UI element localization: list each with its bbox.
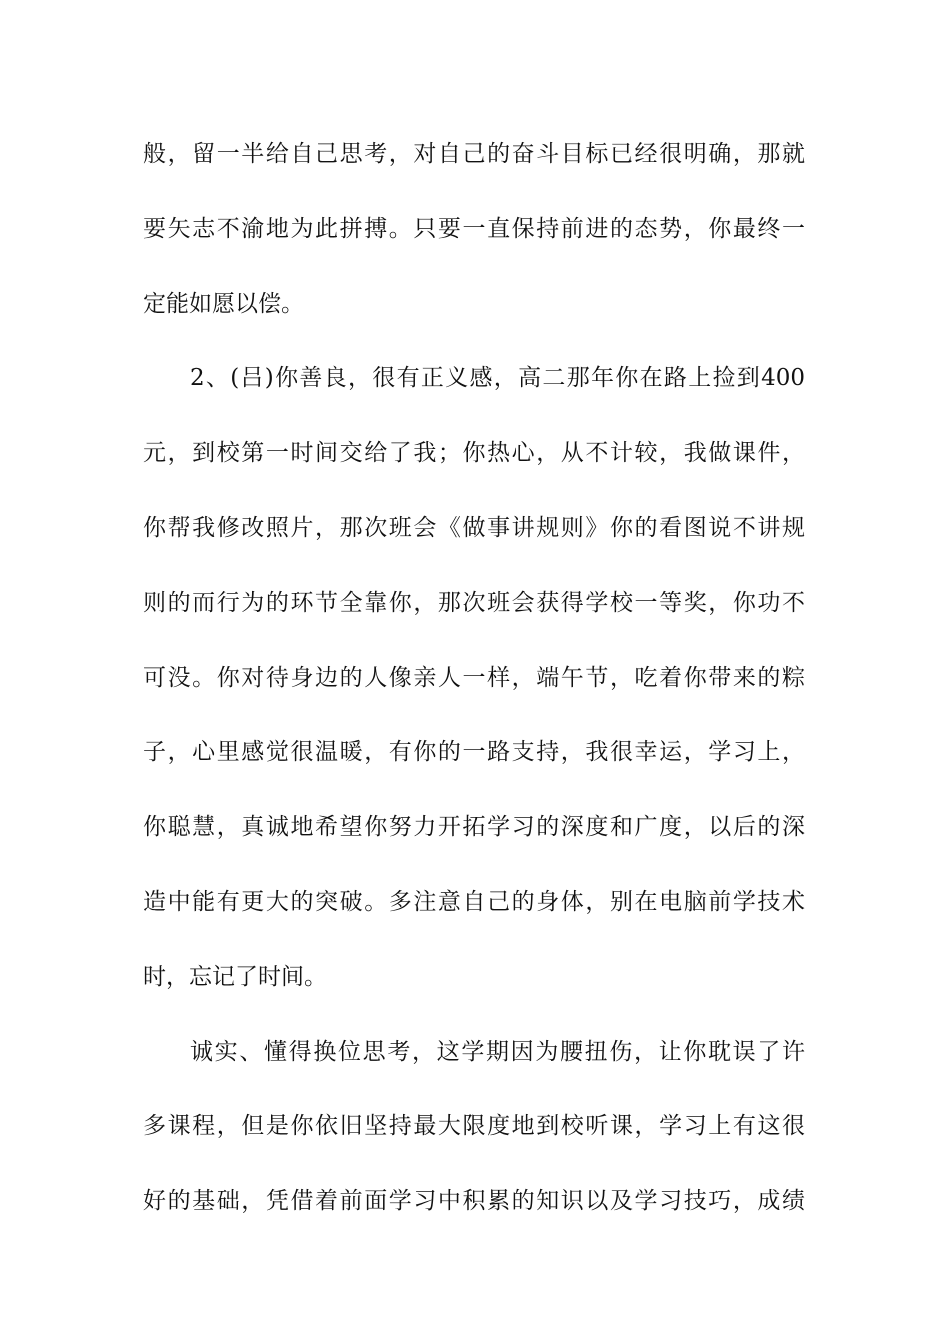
text-line: 子，心里感觉很温暖，有你的一路支持，我很幸运，学习上， — [143, 739, 805, 766]
text-line: 造中能有更大的突破。多注意自己的身体，别在电脑前学技术 — [143, 888, 805, 915]
text-line: 你帮我修改照片，那次班会《做事讲规则》你的看图说不讲规 — [143, 514, 805, 541]
text-line: 元，到校第一时间交给了我；你热心，从不计较，我做课件， — [143, 440, 805, 467]
text-line: 则的而行为的环节全靠你，那次班会获得学校一等奖，你功不 — [143, 589, 805, 616]
text-line: 2、(吕)你善良，很有正义感，高二那年你在路上捡到400 — [190, 365, 805, 392]
text-line: 定能如愿以偿。 — [143, 290, 304, 317]
text-line: 要矢志不渝地为此拼搏。只要一直保持前进的态势，你最终一 — [143, 215, 805, 242]
text-line: 时，忘记了时间。 — [143, 963, 327, 990]
text-line: 可没。你对待身边的人像亲人一样，端午节，吃着你带来的粽 — [143, 664, 805, 691]
text-line: 般，留一半给自己思考，对自己的奋斗目标已经很明确，那就 — [143, 141, 805, 167]
text-line: 诚实、懂得换位思考，这学期因为腰扭伤，让你耽误了许 — [190, 1038, 805, 1065]
text-line: 你聪慧，真诚地希望你努力开拓学习的深度和广度，以后的深 — [143, 814, 805, 841]
text-line: 多课程，但是你依旧坚持最大限度地到校听课，学习上有这很 — [143, 1113, 805, 1140]
body-text — [143, 127, 805, 1249]
text-line: 好的基础，凭借着前面学习中积累的知识以及学习技巧，成绩 — [143, 1188, 805, 1215]
